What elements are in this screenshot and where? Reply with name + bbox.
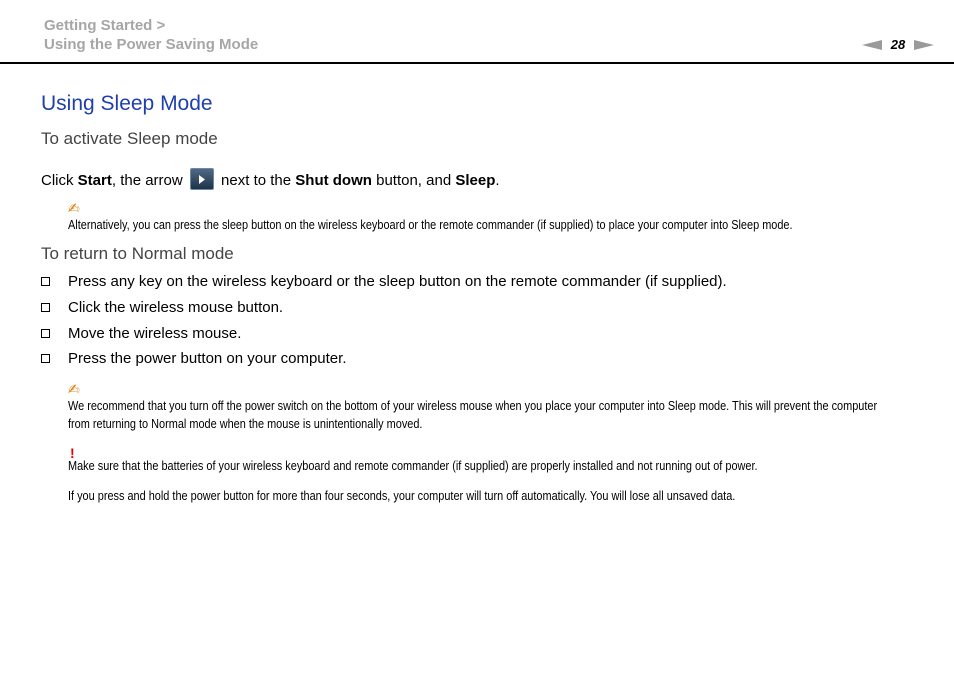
activate-note: Alternatively, you can press the sleep button on the wireless keyboard or the remote commander (if supplied) to place your computer into Sleep mode.: [68, 217, 793, 232]
note-pencil-icon: ✍: [68, 381, 80, 397]
checkbox-bullet-icon: [41, 303, 50, 312]
text-sleep: Sleep: [455, 172, 496, 189]
header-divider: [0, 62, 954, 64]
text-shut-down: Shut down: [295, 172, 372, 189]
list-item-text: Press any key on the wireless keyboard or the sleep button on the remote commander (if supplied).: [68, 273, 727, 290]
checkbox-bullet-icon: [41, 354, 50, 363]
activate-instruction: [41, 168, 500, 190]
list-item-text: Press the power button on your computer.: [68, 350, 347, 367]
section-title: Using Sleep Mode: [41, 92, 213, 115]
breadcrumb-parent[interactable]: Getting Started >: [44, 17, 166, 34]
breadcrumb-current[interactable]: Using the Power Saving Mode: [44, 36, 259, 53]
warning-text-power-button: If you press and hold the power button for more than four seconds, your computer will turn off automatically. You will lose all unsaved data.: [68, 488, 736, 503]
text-arrow: , the arrow: [111, 172, 187, 189]
text-period: .: [495, 172, 500, 189]
text-click: Click: [41, 172, 78, 189]
return-heading: To return to Normal mode: [41, 244, 234, 263]
page-number: 28: [890, 37, 906, 52]
next-page-icon[interactable]: [914, 40, 934, 50]
page-navigator: [862, 37, 934, 53]
return-note: We recommend that you turn off the power switch on the bottom of your wireless mouse when you place your computer into Sleep mode. This will prevent the computer from returning to Normal mode when the mouse is unintentionally moved.: [68, 398, 878, 431]
warning-mark-icon: !: [70, 445, 75, 461]
text-button-and: button, and: [371, 172, 456, 189]
activate-heading: To activate Sleep mode: [41, 129, 218, 148]
warning-text-batteries: Make sure that the batteries of your wireless keyboard and remote commander (if supplied) are properly installed and not running out of power.: [68, 458, 758, 473]
text-start: Start: [77, 172, 112, 189]
note-pencil-icon: ✍: [68, 200, 80, 216]
checkbox-bullet-icon: [41, 277, 50, 286]
checkbox-bullet-icon: [41, 329, 50, 338]
list-item-text: Move the wireless mouse.: [68, 325, 242, 342]
arrow-button-icon: [190, 168, 214, 190]
list-item-text: Click the wireless mouse button.: [68, 299, 284, 316]
text-next-to: next to the: [216, 172, 296, 189]
previous-page-icon[interactable]: [862, 40, 882, 50]
